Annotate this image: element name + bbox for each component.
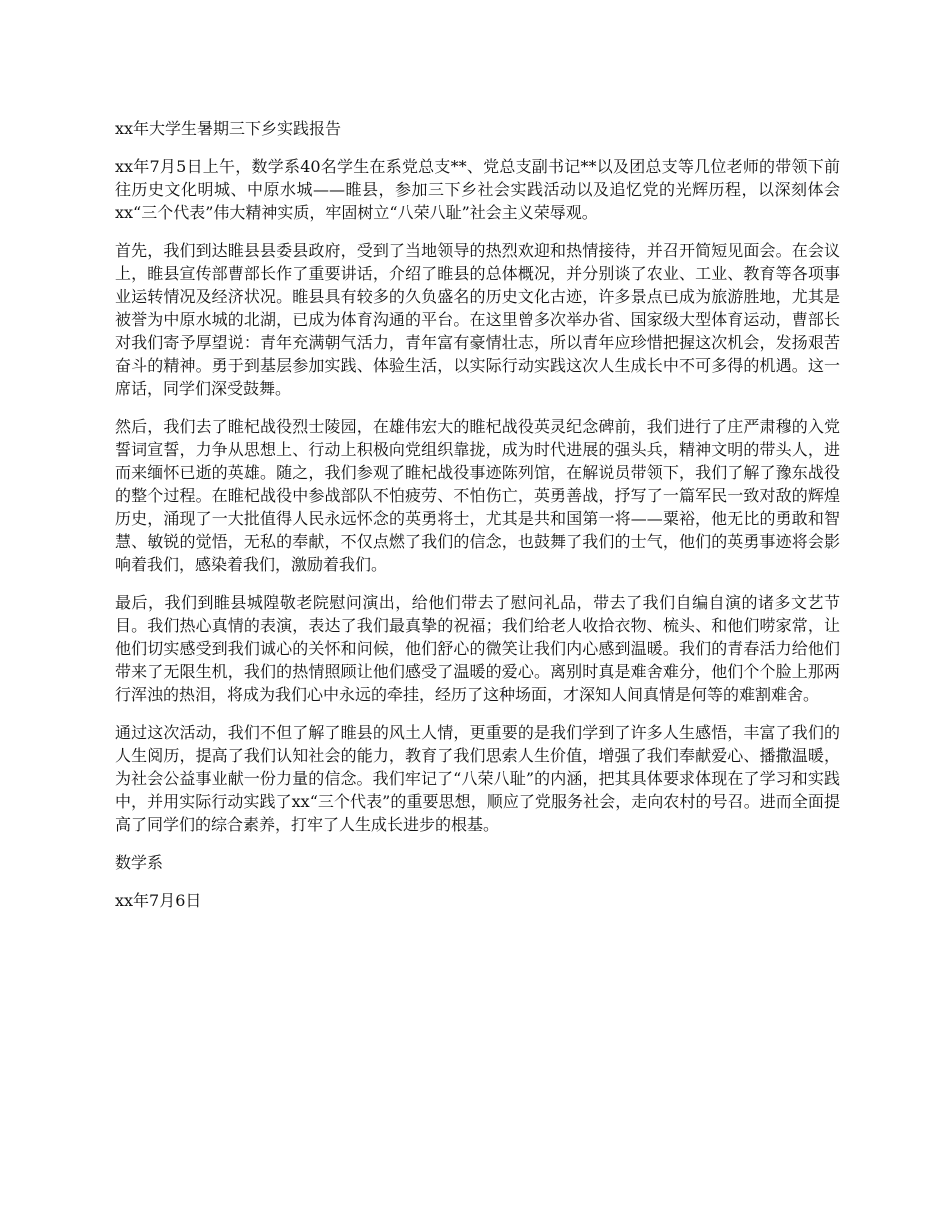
paragraph-intro: xx年7月5日上午，数学系40名学生在系党总支**、党总支副书记**以及团总支等几位老师的带领下前往历史文化明城、中原水城——睢县，参加三下乡社会实践活动以及追忆党的光辉历程，以深刻体会xx“三个代表”伟大精神实质，牢固树立“八荣八耻”社会主义荣辱观。: [115, 157, 840, 222]
paragraph-finally: 最后，我们到睢县城隍敬老院慰问演出，给他们带去了慰问礼品，带去了我们自编自演的诸多文艺节目。我们热心真情的表演，表达了我们最真挚的祝福；我们给老人收拾衣物、梳头、和他们唠家常，让他们切实感受到我们诚心的关怀和问候，他们舒心的微笑让我们内心感到温暖。我们的青春活力给他们带来了无限生机，我们的热情照顾让他们感受了温暖的爱心。离别时真是难舍难分，他们个个脸上那两行浑浊的热泪，将成为我们心中永远的牵挂，经历了这种场面，才深知人间真情是何等的难割难舍。: [115, 593, 840, 704]
paragraph-first: 首先，我们到达睢县县委县政府，受到了当地领导的热烈欢迎和热情接待，并召开简短见面会。在会议上，睢县宣传部曹部长作了重要讲话，介绍了睢县的总体概况，并分别谈了农业、工业、教育等各项事业运转情况及经济状况。睢县具有较多的久负盛名的历史文化古迹，许多景点已成为旅游胜地，尤其是被誉为中原水城的北湖，已成为体育沟通的平台。在这里曾多次举办省、国家级大型体育运动，曹部长对我们寄予厚望说：青年充满朝气活力，青年富有豪情壮志，所以青年应珍惜把握这次机会，发扬艰苦奋斗的精神。勇于到基层参加实践、体验生活，以实际行动实践这次人生成长中不可多得的机遇。这一席话，同学们深受鼓舞。: [115, 241, 840, 398]
signature-department: 数学系: [115, 853, 164, 872]
signature-date: xx年7月6日: [115, 891, 202, 910]
paragraph-then: 然后，我们去了睢杞战役烈士陵园，在雄伟宏大的睢杞战役英灵纪念碑前，我们进行了庄严肃穆的入党誓词宣誓，力争从思想上、行动上积极向党组织靠拢，成为时代进展的强头兵，精神文明的带头人，进而来缅怀已逝的英雄。随之，我们参观了睢杞战役事迹陈列馆，在解说员带领下，我们了解了豫东战役的整个过程。在睢杞战役中参战部队不怕疲劳、不怕伤亡，英勇善战，抒写了一篇军民一致对敌的辉煌历史，涌现了一大批值得人民永远怀念的英勇将士，尤其是共和国第一将——粟裕，他无比的勇敢和智慧、敏锐的觉悟，无私的奉献，不仅点燃了我们的信念，也鼓舞了我们的士气，他们的英勇事迹将会影响着我们，感染着我们，激励着我们。: [115, 417, 840, 574]
paragraph-conclusion: 通过这次活动，我们不但了解了睢县的风土人情，更重要的是我们学到了许多人生感悟，丰富了我们的人生阅历，提高了我们认知社会的能力，教育了我们思索人生价值，增强了我们奉献爱心、播撒温暖，为社会公益事业献一份力量的信念。我们牢记了“八荣八耻”的内涵，把其具体要求体现在了学习和实践中，并用实际行动实践了xx“三个代表”的重要思想，顺应了党服务社会，走向农村的号召。进而全面提高了同学们的综合素养，打牢了人生成长进步的根基。: [115, 723, 840, 834]
document-page: [115, 117, 840, 927]
document-title: xx年大学生暑期三下乡实践报告: [115, 119, 342, 138]
